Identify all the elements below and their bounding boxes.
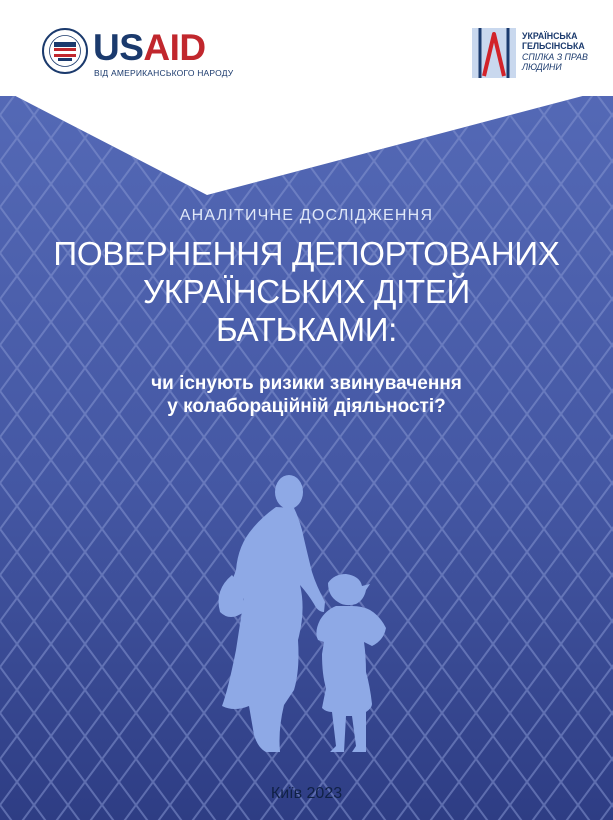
uhhru-logo-icon: [472, 28, 516, 78]
uhhru-name-line2: ГЕЛЬСІНСЬКА: [522, 41, 585, 52]
uhhru-name: [522, 31, 588, 73]
uhhru-name-line3: СПІЛКА З ПРАВ: [522, 51, 588, 62]
subtitle-line-2: у колабораційній діяльності?: [167, 396, 446, 417]
report-title: [40, 235, 573, 349]
title-line-1: ПОВЕРНЕННЯ ДЕПОРТОВАНИХ: [53, 235, 560, 272]
title-line-2: УКРАЇНСЬКИХ ДІТЕЙ: [143, 273, 470, 310]
title-line-3: БАТЬКАМИ:: [215, 311, 398, 348]
usaid-tagline: ВІД АМЕРИКАНСЬКОГО НАРОДУ: [94, 68, 234, 78]
report-subtitle: [40, 372, 573, 418]
city-year: Київ 2023: [270, 785, 343, 802]
report-type-overline: АНАЛІТИЧНЕ ДОСЛІДЖЕННЯ: [179, 207, 434, 224]
uhhru-name-line1: УКРАЇНСЬКА: [522, 31, 578, 41]
uhhru-name-line4: ЛЮДИНИ: [522, 62, 562, 73]
usaid-seal-icon: [41, 27, 89, 75]
usaid-wordmark: USAID: [93, 27, 206, 68]
subtitle-line-1: чи існують ризики звинувачення: [151, 373, 462, 394]
header: [0, 0, 613, 96]
